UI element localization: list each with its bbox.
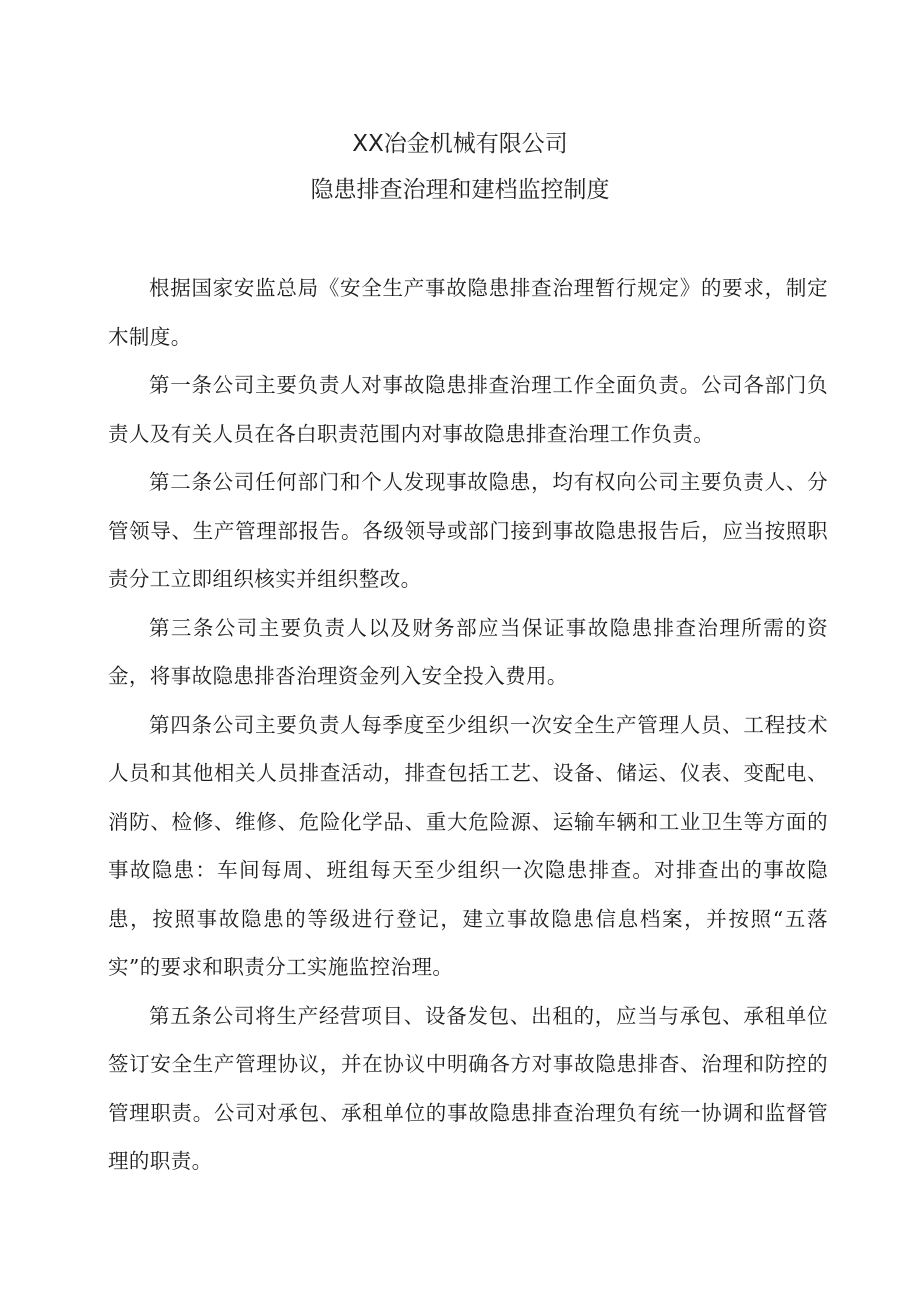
paragraph-article-5: 第五条公司将生产经营项目、设备发包、出租的，应当与承包、承租单位签订安全生产管理协议，并在协议中明确各方对事故隐患排杳、治理和防控的管理职责。公司对承包、承租单位的事故隐患排查治理负有统一协调和监督管理的职责。: [108, 1003, 828, 1173]
document-subtitle: 隐患排查治理和建档监控制度: [310, 177, 610, 203]
document-body: [108, 264, 828, 1186]
paragraph-article-1: 第一条公司主要负责人对事故隐患排查治理工作全面负责。公司各部门负责人及有关人员在各白职责范围内对事故隐患排查治理工作负责。: [108, 373, 828, 446]
paragraph-article-4: 第四条公司主要负责人每季度至少组织一次安全生产管理人员、工程技术人员和其他相关人员排查活动，排查包括工艺、设备、储运、仪表、变配电、消防、检修、维修、危险化学品、重大危险源、运输车辆和工业卫生等方面的事故隐患：车间每周、班组每天至少组织一次隐患排查。对排查出的事故隐患，按照事故隐患的等级进行登记，建立事故隐患信息档案，并按照“五落实”的要求和职责分工实施监控治理。: [108, 712, 828, 979]
paragraph-article-3: 第三条公司主要负责人以及财务部应当保证事故隐患排查治理所需的资金，将事故隐患排沓治理资金列入安全投入费用。: [108, 615, 828, 688]
title-block: [0, 124, 920, 216]
paragraph-intro: 根据国家安监总局《安全生产事故隐患排查治理暂行规定》的要求，制定木制度。: [108, 276, 828, 349]
paragraph-article-2: 第二条公司任何部门和个人发现事故隐患，均有权向公司主要负责人、分管领导、生产管理部报告。各级领导或部门接到事故隐患报告后，应当按照职责分工立即组织核实并组织整改。: [108, 470, 828, 591]
company-title: XX冶金机械有限公司: [352, 131, 568, 157]
